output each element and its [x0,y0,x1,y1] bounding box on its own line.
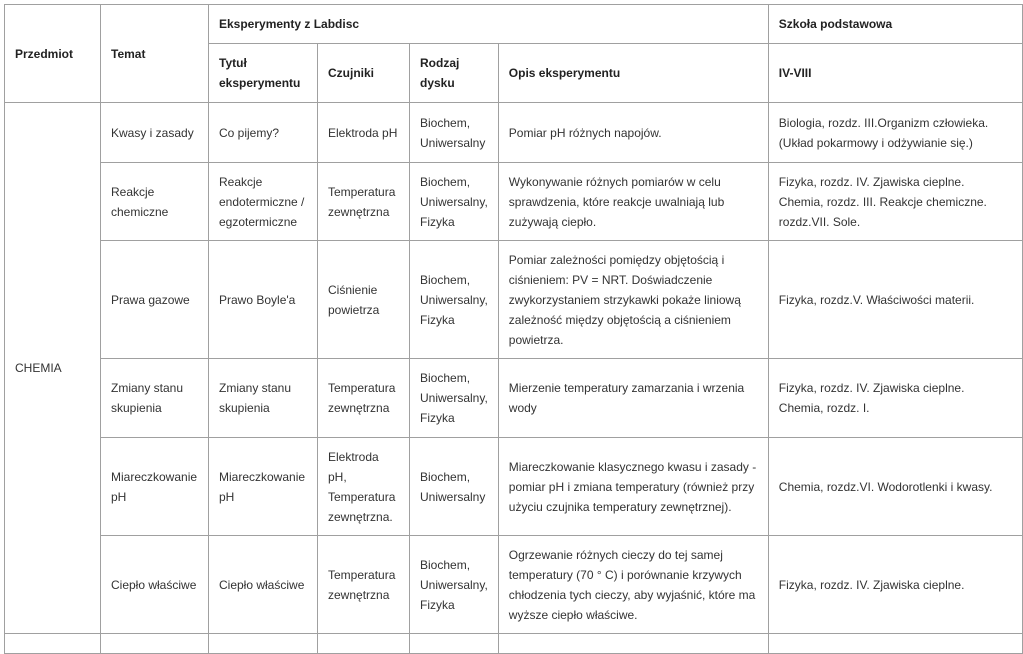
disc-cell: Biochem, Uniwersalny [410,438,499,536]
empty-cell [209,634,318,654]
sensors-cell: Elektroda pH [318,103,410,163]
table-row [5,241,1023,359]
topic-cell: Miareczkowanie pH [101,438,209,536]
curriculum-cell: Fizyka, rozdz. IV. Zjawiska cieplne. Chemia, rozdz. III. Reakcje chemiczne. rozdz.VII. Sole. [768,163,1022,241]
empty-cell [410,634,499,654]
title-cell: Prawo Boyle'a [209,241,318,359]
description-cell: Ogrzewanie różnych cieczy do tej samej temperatury (70 ° C) i porównanie krzywych chłodzenia tych cieczy, aby wyjaśnić, które ma wyższe ciepło właściwe. [498,536,768,634]
curriculum-cell: Fizyka, rozdz.V. Właściwości materii. [768,241,1022,359]
header-group-labdisc: Eksperymenty z Labdisc [209,5,769,44]
table-row [5,163,1023,241]
topic-cell: Prawa gazowe [101,241,209,359]
empty-cell [498,634,768,654]
header-grades: IV-VIII [768,44,1022,103]
description-cell: Pomiar zależności pomiędzy objętością i ciśnieniem: PV = NRT. Doświadczenie zwykorzystaniem strzykawki pokaże liniową zależność między objętością a ciśnieniem powietrza. [498,241,768,359]
description-cell: Pomiar pH różnych napojów. [498,103,768,163]
empty-cell [101,634,209,654]
description-cell: Wykonywanie różnych pomiarów w celu sprawdzenia, które reakcje uwalniają lub zużywają ciepło. [498,163,768,241]
header-description: Opis eksperymentu [498,44,768,103]
empty-cell [768,634,1022,654]
sensors-cell: Elektroda pH, Temperatura zewnętrzna. [318,438,410,536]
topic-cell: Ciepło właściwe [101,536,209,634]
disc-cell: Biochem, Uniwersalny, Fizyka [410,241,499,359]
sensors-cell: Temperatura zewnętrzna [318,359,410,438]
sensors-cell: Ciśnienie powietrza [318,241,410,359]
empty-cell [5,634,101,654]
disc-cell: Biochem, Uniwersalny, Fizyka [410,163,499,241]
curriculum-cell: Chemia, rozdz.VI. Wodorotlenki i kwasy. [768,438,1022,536]
table-row [5,634,1023,654]
disc-cell: Biochem, Uniwersalny, Fizyka [410,359,499,438]
description-cell: Mierzenie temperatury zamarzania i wrzenia wody [498,359,768,438]
sensors-cell: Temperatura zewnętrzna [318,163,410,241]
topic-cell: Zmiany stanu skupienia [101,359,209,438]
header-topic: Temat [101,5,209,103]
table-row [5,103,1023,163]
empty-cell [318,634,410,654]
experiments-table [4,4,1023,654]
curriculum-cell: Fizyka, rozdz. IV. Zjawiska cieplne. [768,536,1022,634]
title-cell: Miareczkowanie pH [209,438,318,536]
topic-cell: Reakcje chemiczne [101,163,209,241]
table-row [5,438,1023,536]
title-cell: Co pijemy? [209,103,318,163]
header-subject: Przedmiot [5,5,101,103]
header-title: Tytuł eksperymentu [209,44,318,103]
sensors-cell: Temperatura zewnętrzna [318,536,410,634]
header-group-school: Szkoła podstawowa [768,5,1022,44]
disc-cell: Biochem, Uniwersalny, Fizyka [410,536,499,634]
subject-cell: CHEMIA [5,103,101,634]
table-row [5,536,1023,634]
description-cell: Miareczkowanie klasycznego kwasu i zasady - pomiar pH i zmiana temperatury (również przy użyciu czujnika temperatury zewnętrznej). [498,438,768,536]
curriculum-cell: Biologia, rozdz. III.Organizm człowieka. (Układ pokarmowy i odżywianie się.) [768,103,1022,163]
header-row-1 [5,5,1023,44]
disc-cell: Biochem, Uniwersalny [410,103,499,163]
header-sensors: Czujniki [318,44,410,103]
title-cell: Ciepło właściwe [209,536,318,634]
curriculum-cell: Fizyka, rozdz. IV. Zjawiska cieplne. Chemia, rozdz. I. [768,359,1022,438]
table-row [5,359,1023,438]
title-cell: Reakcje endotermiczne / egzotermiczne [209,163,318,241]
topic-cell: Kwasy i zasady [101,103,209,163]
header-disc-type: Rodzaj dysku [410,44,499,103]
title-cell: Zmiany stanu skupienia [209,359,318,438]
